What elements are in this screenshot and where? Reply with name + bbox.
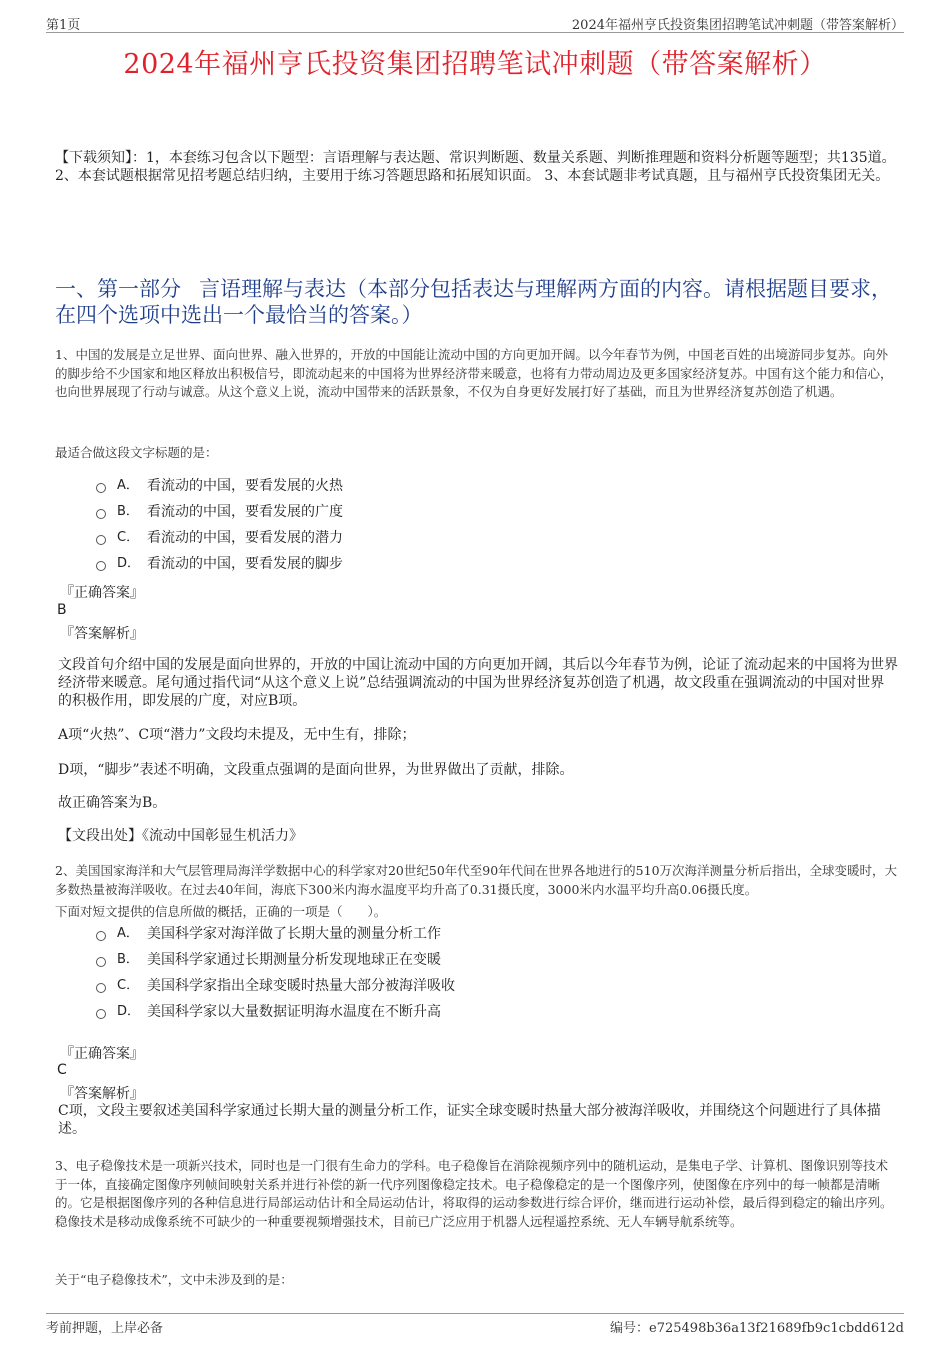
- radio-icon[interactable]: [96, 1009, 106, 1019]
- section-part: 一、第一部分: [55, 277, 181, 301]
- question-1-prompt: 最适合做这段文字标题的是：: [55, 445, 218, 460]
- analysis-label: 『答案解析』: [60, 1086, 144, 1102]
- question-3-prompt: 关于“电子稳像技术”，文中未涉及到的是：: [55, 1272, 293, 1287]
- page-footer: [46, 1313, 904, 1336]
- option-a[interactable]: A． 美国科学家对海洋做了长期大量的测量分析工作: [96, 921, 455, 947]
- option-a[interactable]: A． 看流动的中国，要看发展的火热: [96, 473, 343, 499]
- question-2-prompt: 下面对短文提供的信息所做的概括，正确的一项是（ ）。: [55, 904, 387, 919]
- header-doc-title: 2024年福州亨氏投资集团招聘笔试冲刺题（带答案解析）: [571, 18, 904, 33]
- question-1-source: 【文段出处】《流动中国彰显生机活力》: [58, 828, 303, 844]
- option-b[interactable]: B． 美国科学家通过长期测量分析发现地球正在变暖: [96, 947, 455, 973]
- question-1-analysis: D项，“脚步”表述不明确，文段重点强调的是面向世界，为世界做出了贡献，排除。: [58, 762, 574, 778]
- question-1-analysis: 故正确答案为B。: [58, 795, 167, 811]
- radio-icon[interactable]: [96, 535, 106, 545]
- radio-icon[interactable]: [96, 483, 106, 493]
- option-d[interactable]: D． 看流动的中国，要看发展的脚步: [96, 551, 343, 577]
- question-2-answer: C: [57, 1062, 67, 1078]
- question-1-analysis: 文段首句介绍中国的发展是面向世界的，开放的中国让流动中国的方向更加开阔，其后以今年春节为例，论证了流动起来的中国将为世界经济带来暖意。尾句通过指代词“从这个意义上说”总结强调流动的中国为世界经济复苏创造了机遇，故文段重在强调流动的中国对世界的积极作用，即发展的广度，对应B项。: [58, 657, 898, 709]
- question-2-options: [96, 921, 455, 1025]
- analysis-label: 『答案解析』: [60, 626, 144, 642]
- page-number: 第1页: [46, 18, 81, 33]
- footer-slogan: 考前押题，上岸必备: [46, 1321, 164, 1336]
- question-3-text: 3、电子稳像技术是一项新兴技术，同时也是一门很有生命力的学科。电子稳像旨在消除视频序列中的随机运动，是集电子学、计算机、图像识别等技术于一体，直接确定图像序列帧间映射关系并进行补偿的新一代序列图像稳定技术。电子稳像稳定的是一个图像序列，使图像在序列中的每一帧都是清晰的。它是根据图像序列的各种信息进行局部运动估计和全局运动估计，将取得的运动参数进行综合评价，继而进行运动补偿，最后得到稳定的输出序列。稳像技术是移动成像系统不可缺少的一种重要视频增强技术，目前已广泛应用于机器人远程遥控系统、无人车辆导航系统等。: [55, 1158, 893, 1229]
- question-1-analysis: A项“火热”、C项“潜力”文段均未提及，无中生有，排除；: [58, 727, 416, 743]
- correct-answer-label: 『正确答案』: [60, 1046, 144, 1062]
- option-c[interactable]: C． 看流动的中国，要看发展的潜力: [96, 525, 343, 551]
- question-2-text: 2、美国国家海洋和大气层管理局海洋学数据中心的科学家对20世纪50年代至90年代间在世界各地进行的510万次海洋测量分析后指出，全球变暖时，大多数热量被海洋吸收。在过去40年间，海底下300米内海水温度平均升高了0.31摄氏度，3000米内水温平均升高0.06摄氏度。: [55, 863, 898, 897]
- correct-answer-label: 『正确答案』: [60, 585, 144, 601]
- footer-doc-id: 编号：e725498b36a13f21689fb9c1cbdd612d: [610, 1321, 904, 1336]
- radio-icon[interactable]: [96, 509, 106, 519]
- question-2-analysis: C项，文段主要叙述美国科学家通过长期大量的测量分析工作，证实全球变暖时热量大部分被海洋吸收，并围绕这个问题进行了具体描述。: [58, 1103, 881, 1137]
- page-header: [46, 12, 904, 33]
- option-c[interactable]: C． 美国科学家指出全球变暖时热量大部分被海洋吸收: [96, 973, 455, 999]
- option-b[interactable]: B． 看流动的中国，要看发展的广度: [96, 499, 343, 525]
- radio-icon[interactable]: [96, 957, 106, 967]
- question-1-text: 1、中国的发展是立足世界、面向世界、融入世界的，开放的中国能让流动中国的方向更加开阔。以今年春节为例，中国老百姓的出境游同步复苏。向外的脚步给不少国家和地区释放出积极信号，即流动起来的中国将为世界经济带来暖意，也将有力带动周边及更多国家经济复苏。中国有这个能力和信心，也向世界展现了行动与诚意。从这个意义上说，流动中国带来的活跃景象，不仅为自身更好发展打好了基础，而且为世界经济复苏创造了机遇。: [55, 347, 893, 399]
- section-heading: [55, 276, 900, 328]
- radio-icon[interactable]: [96, 561, 106, 571]
- page-title: 2024年福州亨氏投资集团招聘笔试冲刺题（带答案解析）: [123, 49, 827, 80]
- option-d[interactable]: D． 美国科学家以大量数据证明海水温度在不断升高: [96, 999, 455, 1025]
- radio-icon[interactable]: [96, 983, 106, 993]
- question-1-answer: B: [57, 602, 67, 618]
- radio-icon[interactable]: [96, 931, 106, 941]
- section-text: 言语理解与表达（本部分包括表达与理解两方面的内容。请根据题目要求，在四个选项中选出一个最恰当的答案。）: [55, 277, 892, 327]
- download-notice: 【下载须知】：1，本套练习包含以下题型：言语理解与表达题、常识判断题、数量关系题、判断推理题和资料分析题等题型；共135道。 2、本套试题根据常见招考题总结归纳，主要用于练习答题思路和拓展知识面。 3、本套试题非考试真题，且与福州亨氏投资集团无关。: [55, 150, 896, 184]
- question-1-options: [96, 473, 343, 577]
